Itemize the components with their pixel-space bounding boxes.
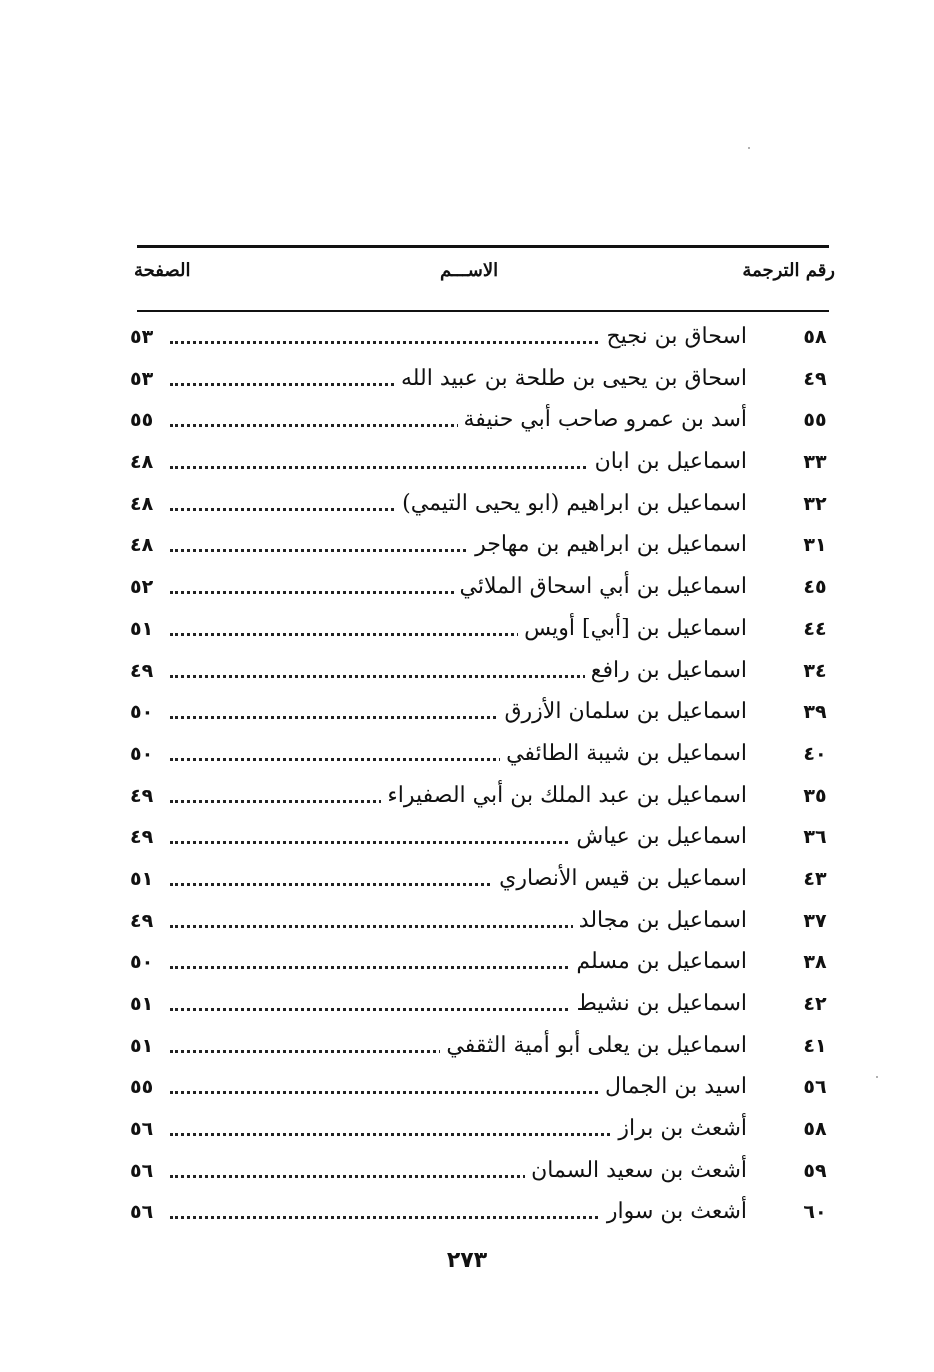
index-entry-row [130,445,835,487]
entry-page: ٥٠ [130,743,170,765]
entry-number: ٤٥ [803,576,827,599]
entry-page: ٤٨ [130,534,170,556]
header-top-rule [137,245,829,248]
entry-page: ٥١ [130,1035,170,1057]
entry-name: اسماعيل بن ابان [589,449,747,474]
entry-name: اسماعيل بن نشيط [570,991,747,1016]
entry-name: اسماعيل بن أبي اسحاق الملائي [454,574,747,599]
index-entry-row [130,945,835,987]
entry-number: ٥٩ [803,1159,827,1182]
entry-name: اسماعيل بن شيبة الطائفي [500,741,747,766]
table-header [130,260,835,294]
scan-speck [876,1076,878,1078]
index-entry-row [130,1154,835,1196]
entry-page: ٥٠ [130,701,170,723]
entry-number: ٣١ [803,534,827,557]
entry-name: اسماعيل بن رافع [585,658,747,683]
entry-page: ٤٩ [130,910,170,932]
entry-name: اسحاق بن يحيى بن طلحة بن عبيد الله [395,366,747,391]
entry-page: ٥١ [130,618,170,640]
index-entry-row [130,695,835,737]
index-entry-row [130,904,835,946]
index-entry-row [130,1195,835,1237]
page-number: ٢٧٣ [446,1248,488,1273]
entry-page: ٤٨ [130,493,170,515]
entry-name: أسد بن عمرو صاحب أبي حنيفة [458,407,748,432]
entry-number: ٥٥ [803,409,827,432]
entry-name: اسماعيل بن ابراهيم (ابو يحيى التيمي) [396,491,747,516]
entry-name: اسيد بن الجمال [599,1074,747,1099]
entry-page: ٥٥ [130,409,170,431]
index-entry-row [130,862,835,904]
entry-name: أشعث بن براز [612,1116,747,1141]
entry-number: ٤٠ [803,742,827,765]
entry-name: اسحاق بن نجيح [600,324,747,349]
entry-name: أشعث بن سوار [601,1199,747,1224]
index-entry-row [130,362,835,404]
entry-page: ٥٣ [130,368,170,390]
header-bottom-rule [137,310,829,312]
index-entry-row [130,737,835,779]
entry-page: ٥٣ [130,326,170,348]
entry-number: ٣٤ [803,659,827,682]
index-entry-row [130,570,835,612]
entry-number: ٤١ [803,1034,827,1057]
entry-page: ٥١ [130,868,170,890]
entry-number: ٣٧ [803,909,827,932]
entry-number: ٣٩ [803,701,827,724]
entry-number: ٣٢ [803,492,827,515]
index-entry-row [130,320,835,362]
entry-page: ٥٥ [130,1076,170,1098]
entry-page: ٤٩ [130,660,170,682]
entry-name: اسماعيل بن ابراهيم بن مهاجر [469,532,747,557]
entry-number: ٣٥ [803,784,827,807]
index-entry-row [130,779,835,821]
header-name-label: الاســـم [440,260,499,281]
index-entry-row [130,487,835,529]
entry-name: اسماعيل بن مجالد [573,908,747,933]
entry-page: ٥٠ [130,951,170,973]
entry-number: ٥٦ [803,1076,827,1099]
entry-name: اسماعيل بن عبد الملك بن أبي الصفيراء [381,783,747,808]
entry-page: ٥٦ [130,1160,170,1182]
entry-number: ٦٠ [803,1201,827,1224]
entry-page: ٤٩ [130,785,170,807]
entry-page: ٤٨ [130,451,170,473]
entry-name: اسماعيل بن عياش [570,824,747,849]
entry-number: ٤٩ [803,367,827,390]
index-entry-row [130,820,835,862]
index-entry-row [130,528,835,570]
index-entry-row [130,1029,835,1071]
entry-number: ٤٣ [803,867,827,890]
index-entry-row [130,987,835,1029]
index-entries [130,320,835,1225]
entry-name: اسماعيل بن يعلى أبو أمية الثقفي [440,1033,747,1058]
index-entry-row [130,403,835,445]
entry-number: ٣٣ [803,451,827,474]
entry-number: ٥٨ [803,326,827,348]
index-entry-row [130,654,835,696]
entry-name: أشعث بن سعيد السمان [525,1158,747,1183]
entry-page: ٥٦ [130,1118,170,1140]
entry-number: ٤٢ [803,993,827,1015]
header-number-label: رقم الترجمة [742,260,835,281]
entry-name: اسماعيل بن مسلم [570,949,747,974]
entry-page: ٥٢ [130,576,170,598]
entry-number: ٣٨ [803,951,827,974]
header-page-label: الصفحة [134,260,191,281]
index-entry-row [130,1070,835,1112]
entry-page: ٥١ [130,993,170,1015]
scan-speck [748,147,750,149]
entry-name: اسماعيل بن سلمان الأزرق [498,699,747,724]
entry-number: ٤٤ [803,617,827,640]
index-entry-row [130,1112,835,1154]
entry-name: اسماعيل بن [أبي] أويس [518,616,747,641]
index-entry-row [130,612,835,654]
entry-page: ٤٩ [130,826,170,848]
entry-number: ٥٨ [803,1118,827,1141]
entry-number: ٣٦ [803,826,827,849]
entry-name: اسماعيل بن قيس الأنصاري [493,866,747,891]
entry-page: ٥٦ [130,1201,170,1223]
